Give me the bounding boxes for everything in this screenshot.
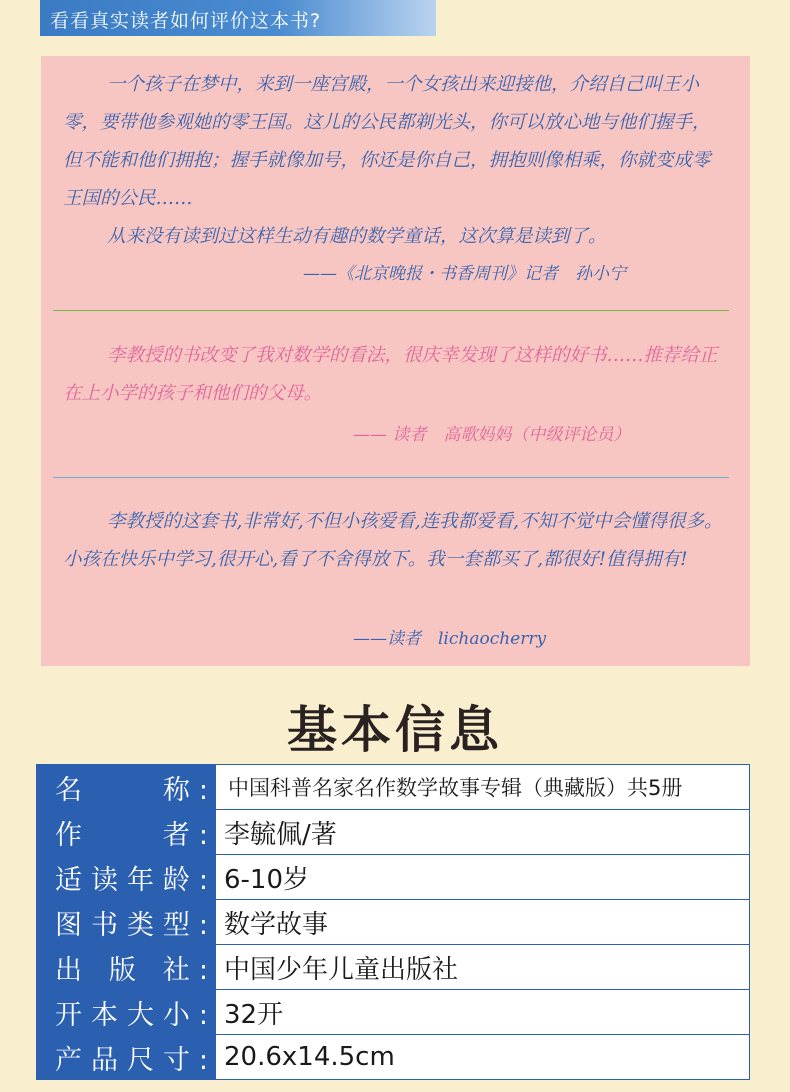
info-label: 作 者: (37, 810, 216, 855)
info-row-publisher (37, 945, 750, 990)
info-value: 20.6x14.5cm (216, 1035, 750, 1080)
divider-blue (53, 477, 729, 478)
info-row-name (37, 765, 750, 810)
info-row-type (37, 900, 750, 945)
reviews-panel (41, 56, 750, 666)
info-value: 6-10岁 (216, 855, 750, 900)
info-label: 开本大小: (37, 990, 216, 1035)
review-3-signature: ——读者 lichaocherry (353, 629, 547, 649)
info-label: 出 版 社: (37, 945, 216, 990)
info-label: 名 称: (37, 765, 216, 810)
info-value: 中国少年儿童出版社 (216, 945, 750, 990)
info-label: 适读年龄: (37, 855, 216, 900)
banner-title: 看看真实读者如何评价这本书? (50, 10, 322, 32)
info-value: 数学故事 (216, 900, 750, 945)
info-label: 图书类型: (37, 900, 216, 945)
info-value: 中国科普名家名作数学故事专辑（典藏版）共5册 (216, 765, 750, 810)
review-2-signature: —— 读者 高歌妈妈（中级评论员） (353, 425, 631, 445)
divider-green (53, 310, 729, 311)
review-2-text: 李教授的书改变了我对数学的看法，很庆幸发现了这样的好书……推荐给正在上小学的孩子和他们的父母。 (63, 345, 718, 404)
review-1-signature: ——《北京晚报・书香周刊》记者 孙小宁 (303, 264, 626, 284)
info-value: 李毓佩/著 (216, 810, 750, 855)
section-banner (40, 0, 436, 36)
review-1-text: 一个孩子在梦中，来到一座宫殿，一个女孩出来迎接他，介绍自己叫王小零，要带他参观她的零王国。这儿的公民都剃光头，你可以放心地与他们握手，但不能和他们拥抱；握手就像加号，你还是你自己，拥抱则像相乘，你就变成零王国的公民…… (63, 74, 711, 209)
info-heading: 基本信息 (287, 701, 503, 759)
info-row-author (37, 810, 750, 855)
review-3-text: 李教授的这套书,非常好,不但小孩爱看,连我都爱看,不知不觉中会懂得很多。小孩在快乐中学习,很开心,看了不舍得放下。我一套都买了,都很好!值得拥有! (63, 511, 723, 570)
review-1-text-2: 从来没有读到过这样生动有趣的数学童话，这次算是读到了。 (107, 226, 607, 247)
info-table (36, 764, 750, 1080)
info-label: 产品尺寸: (37, 1035, 216, 1080)
info-value: 32开 (216, 990, 750, 1035)
info-row-size (37, 1035, 750, 1080)
info-row-age (37, 855, 750, 900)
info-row-format (37, 990, 750, 1035)
